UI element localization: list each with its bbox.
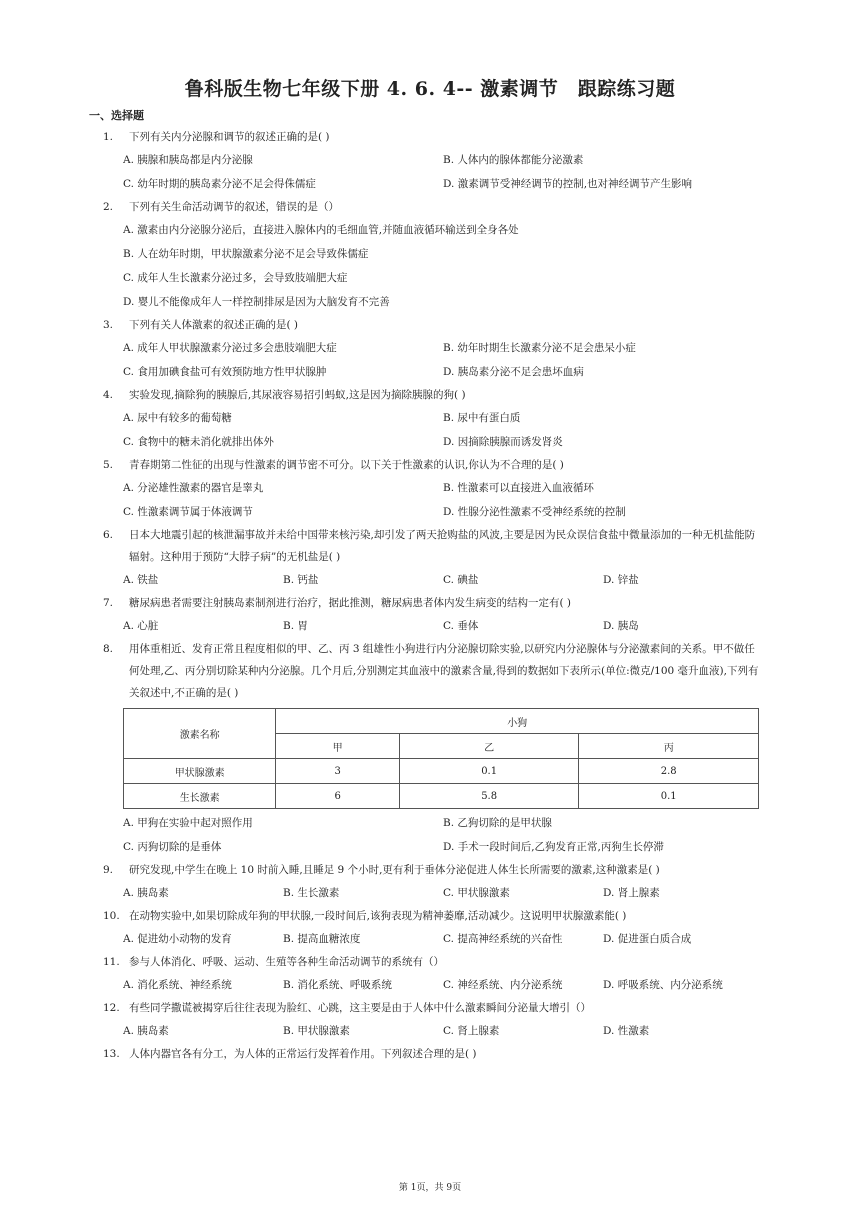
question-8 [103, 638, 763, 859]
table-col-header: 乙 [399, 734, 579, 759]
question-11 [103, 951, 763, 997]
option-a[interactable]: A. 胰岛素 [123, 887, 169, 899]
question-stem [103, 1043, 763, 1065]
question-stem [103, 859, 763, 881]
question-text: 有些同学撒谎被揭穿后往往表现为脸红、心跳，这主要是由于人体中什么激素瞬间分泌量大增引（） [129, 1002, 591, 1014]
table-row [124, 759, 759, 784]
question-text: 参与人体消化、呼吸、运动、生殖等各种生命活动调节的系统有（） [129, 956, 444, 968]
question-stem [103, 997, 763, 1019]
option-b[interactable]: B. 性激素可以直接进入血液循环 [443, 482, 594, 494]
option-list [103, 614, 763, 638]
option-a[interactable]: A. 分泌雄性激素的器官是睾丸 [123, 482, 264, 494]
question-text: 下列有关人体激素的叙述正确的是( ) [129, 319, 299, 331]
question-text: 实验发现,摘除狗的胰腺后,其尿液容易招引蚂蚁,这是因为摘除胰腺的狗( ) [129, 389, 466, 401]
question-text: 日本大地震引起的核泄漏事故并未给中国带来核污染,却引发了两天抢购盐的风波,主要是因为民众误信食盐中微量添加的一种无机盐能防辐射。这种用于预防“大脖子病”的无机盐是( ) [129, 529, 756, 563]
question-number: 8. [103, 643, 114, 655]
question-7 [103, 592, 763, 638]
table-row [124, 784, 759, 809]
question-2 [103, 196, 763, 314]
question-stem [103, 454, 763, 476]
option-list [103, 568, 763, 592]
question-text: 下列有关生命活动调节的叙述，错误的是（） [129, 201, 339, 213]
table-cell: 3 [276, 759, 399, 784]
table-header-group: 小狗 [276, 709, 759, 734]
option-d[interactable]: D. 激素调节受神经调节的控制,也对神经调节产生影响 [443, 178, 693, 190]
option-b[interactable]: B. 甲状腺激素 [283, 1025, 350, 1037]
question-text: 糖尿病患者需要注射胰岛素制剂进行治疗，据此推测，糖尿病患者体内发生病变的结构一定有( ) [129, 597, 572, 609]
option-b[interactable]: B. 生长激素 [283, 887, 340, 899]
table-cell: 6 [276, 784, 399, 809]
table-header-name: 激素名称 [124, 709, 276, 759]
option-d[interactable]: D. 婴儿不能像成年人一样控制排尿是因为大脑发育不完善 [123, 296, 390, 308]
question-9 [103, 859, 763, 905]
option-c[interactable]: C. 垂体 [443, 620, 479, 632]
question-number: 12. [103, 1002, 120, 1014]
question-text: 用体重相近、发育正常且程度相似的甲、乙、丙 3 组雄性小狗进行内分泌腺切除实验,以研究内分泌腺体与分泌激素间的关系。甲不做任何处理,乙、丙分别切除某种内分泌腺。几个月后,分别测定其血液中的激素含量,得到的数据如下表所示(单位:微克/100 毫升血液),下列有关叙述中,不正确的是( ) [129, 643, 759, 699]
option-b[interactable]: B. 胃 [283, 620, 308, 632]
question-stem [103, 592, 763, 614]
option-c[interactable]: C. 幼年时期的胰岛素分泌不足会得侏儒症 [123, 178, 316, 190]
hormone-table [123, 708, 759, 809]
option-c[interactable]: C. 甲状腺激素 [443, 887, 510, 899]
question-13 [103, 1043, 763, 1065]
question-1 [103, 126, 763, 196]
question-text: 在动物实验中,如果切除成年狗的甲状腺,一段时间后,该狗表现为精神萎靡,活动减少。这说明甲状腺激素能( ) [129, 910, 627, 922]
option-b[interactable]: B. 人体内的腺体都能分泌激素 [443, 154, 584, 166]
option-d[interactable]: D. 胰岛素分泌不足会患坏血病 [443, 366, 584, 378]
option-list [103, 406, 763, 454]
option-a[interactable]: A. 胰腺和胰岛都是内分泌腺 [123, 154, 253, 166]
option-list [103, 927, 763, 951]
option-list [103, 973, 763, 997]
option-b[interactable]: B. 提高血糖浓度 [283, 933, 361, 945]
question-number: 2. [103, 201, 114, 213]
option-a[interactable]: A. 促进幼小动物的发育 [123, 933, 232, 945]
question-6 [103, 524, 763, 592]
option-b[interactable]: B. 钙盐 [283, 574, 319, 586]
page-footer: 第 1页，共 9页 [398, 1183, 462, 1193]
option-c[interactable]: C. 食用加碘食盐可有效预防地方性甲状腺肿 [123, 366, 327, 378]
option-list [103, 148, 763, 196]
question-number: 3. [103, 319, 114, 331]
option-c[interactable]: C. 成年人生长激素分泌过多，会导致肢端肥大症 [123, 272, 348, 284]
table-cell: 2.8 [579, 759, 759, 784]
question-number: 6. [103, 529, 114, 541]
option-a[interactable]: A. 心脏 [123, 620, 159, 632]
option-list [103, 476, 763, 524]
question-3 [103, 314, 763, 384]
option-list [103, 336, 763, 384]
option-b[interactable]: B. 乙狗切除的是甲状腺 [443, 817, 552, 829]
question-text: 青春期第二性征的出现与性激素的调节密不可分。以下关于性激素的认识,你认为不合理的是( ) [129, 459, 564, 471]
question-number: 9. [103, 864, 114, 876]
question-stem [103, 524, 763, 568]
question-number: 1. [103, 131, 114, 143]
option-a[interactable]: A. 铁盐 [123, 574, 159, 586]
question-number: 11. [103, 956, 120, 968]
option-b[interactable]: B. 人在幼年时期，甲状腺激素分泌不足会导致侏儒症 [123, 248, 369, 260]
option-a[interactable]: A. 胰岛素 [123, 1025, 169, 1037]
option-c[interactable]: C. 食物中的糖未消化就排出体外 [123, 436, 274, 448]
question-text: 人体内器官各有分工，为人体的正常运行发挥着作用。下列叙述合理的是( ) [129, 1048, 477, 1060]
option-d[interactable]: D. 胰岛 [603, 620, 639, 632]
question-stem [103, 384, 763, 406]
question-5 [103, 454, 763, 524]
option-list [103, 811, 763, 859]
table-cell: 5.8 [399, 784, 579, 809]
question-stem [103, 314, 763, 336]
question-10 [103, 905, 763, 951]
option-d[interactable]: D. 肾上腺素 [603, 887, 660, 899]
question-stem [103, 126, 763, 148]
option-a[interactable]: A. 尿中有较多的葡萄糖 [123, 412, 232, 424]
option-d[interactable]: D. 呼吸系统、内分泌系统 [603, 979, 723, 991]
question-number: 7. [103, 597, 114, 609]
option-d[interactable]: D. 手术一段时间后,乙狗发育正常,丙狗生长停滞 [443, 841, 664, 853]
document-title: 鲁科版生物七年级下册 4. 6. 4-- 激素调节 跟踪练习题 [184, 78, 676, 100]
table-row-name: 生长激素 [124, 784, 276, 809]
table-col-header: 丙 [579, 734, 759, 759]
option-c[interactable]: C. 丙狗切除的是垂体 [123, 841, 222, 853]
question-4 [103, 384, 763, 454]
option-list [103, 881, 763, 905]
option-b[interactable]: B. 幼年时期生长激素分泌不足会患呆小症 [443, 342, 636, 354]
question-text: 研究发现,中学生在晚上 10 时前入睡,且睡足 9 个小时,更有利于垂体分泌促进人体生长所需要的激素,这种激素是( ) [129, 864, 660, 876]
question-number: 4. [103, 389, 114, 401]
option-list [103, 218, 763, 314]
option-c[interactable]: C. 性激素调节属于体液调节 [123, 506, 253, 518]
option-d[interactable]: D. 因摘除胰腺而诱发肾炎 [443, 436, 563, 448]
option-a[interactable]: A. 成年人甲状腺激素分泌过多会患肢端肥大症 [123, 342, 337, 354]
option-c[interactable]: C. 肾上腺素 [443, 1025, 500, 1037]
question-stem [103, 638, 763, 704]
question-number: 10. [103, 910, 120, 922]
option-d[interactable]: D. 促进蛋白质合成 [603, 933, 692, 945]
table-cell: 0.1 [399, 759, 579, 784]
question-stem [103, 196, 763, 218]
option-list [103, 1019, 763, 1043]
option-c[interactable]: C. 提高神经系统的兴奋性 [443, 933, 563, 945]
section-heading: 一、选择题 [89, 109, 144, 122]
question-stem [103, 905, 763, 927]
option-a[interactable]: A. 甲狗在实验中起对照作用 [123, 817, 253, 829]
table-cell: 0.1 [579, 784, 759, 809]
option-c[interactable]: C. 神经系统、内分泌系统 [443, 979, 563, 991]
table-row-name: 甲状腺激素 [124, 759, 276, 784]
option-d[interactable]: D. 锌盐 [603, 574, 639, 586]
question-12 [103, 997, 763, 1043]
option-a[interactable]: A. 消化系统、神经系统 [123, 979, 232, 991]
question-number: 13. [103, 1048, 120, 1060]
question-text: 下列有关内分泌腺和调节的叙述正确的是( ) [129, 131, 330, 143]
option-a[interactable]: A. 激素由内分泌腺分泌后，直接进入腺体内的毛细血管,并随血液循环输送到全身各处 [123, 224, 519, 236]
table-col-header: 甲 [276, 734, 399, 759]
option-d[interactable]: D. 性激素 [603, 1025, 650, 1037]
option-c[interactable]: C. 碘盐 [443, 574, 479, 586]
question-list [103, 126, 763, 1065]
option-d[interactable]: D. 性腺分泌性激素不受神经系统的控制 [443, 506, 626, 518]
option-b[interactable]: B. 消化系统、呼吸系统 [283, 979, 392, 991]
option-b[interactable]: B. 尿中有蛋白质 [443, 412, 521, 424]
question-stem [103, 951, 763, 973]
question-number: 5. [103, 459, 114, 471]
